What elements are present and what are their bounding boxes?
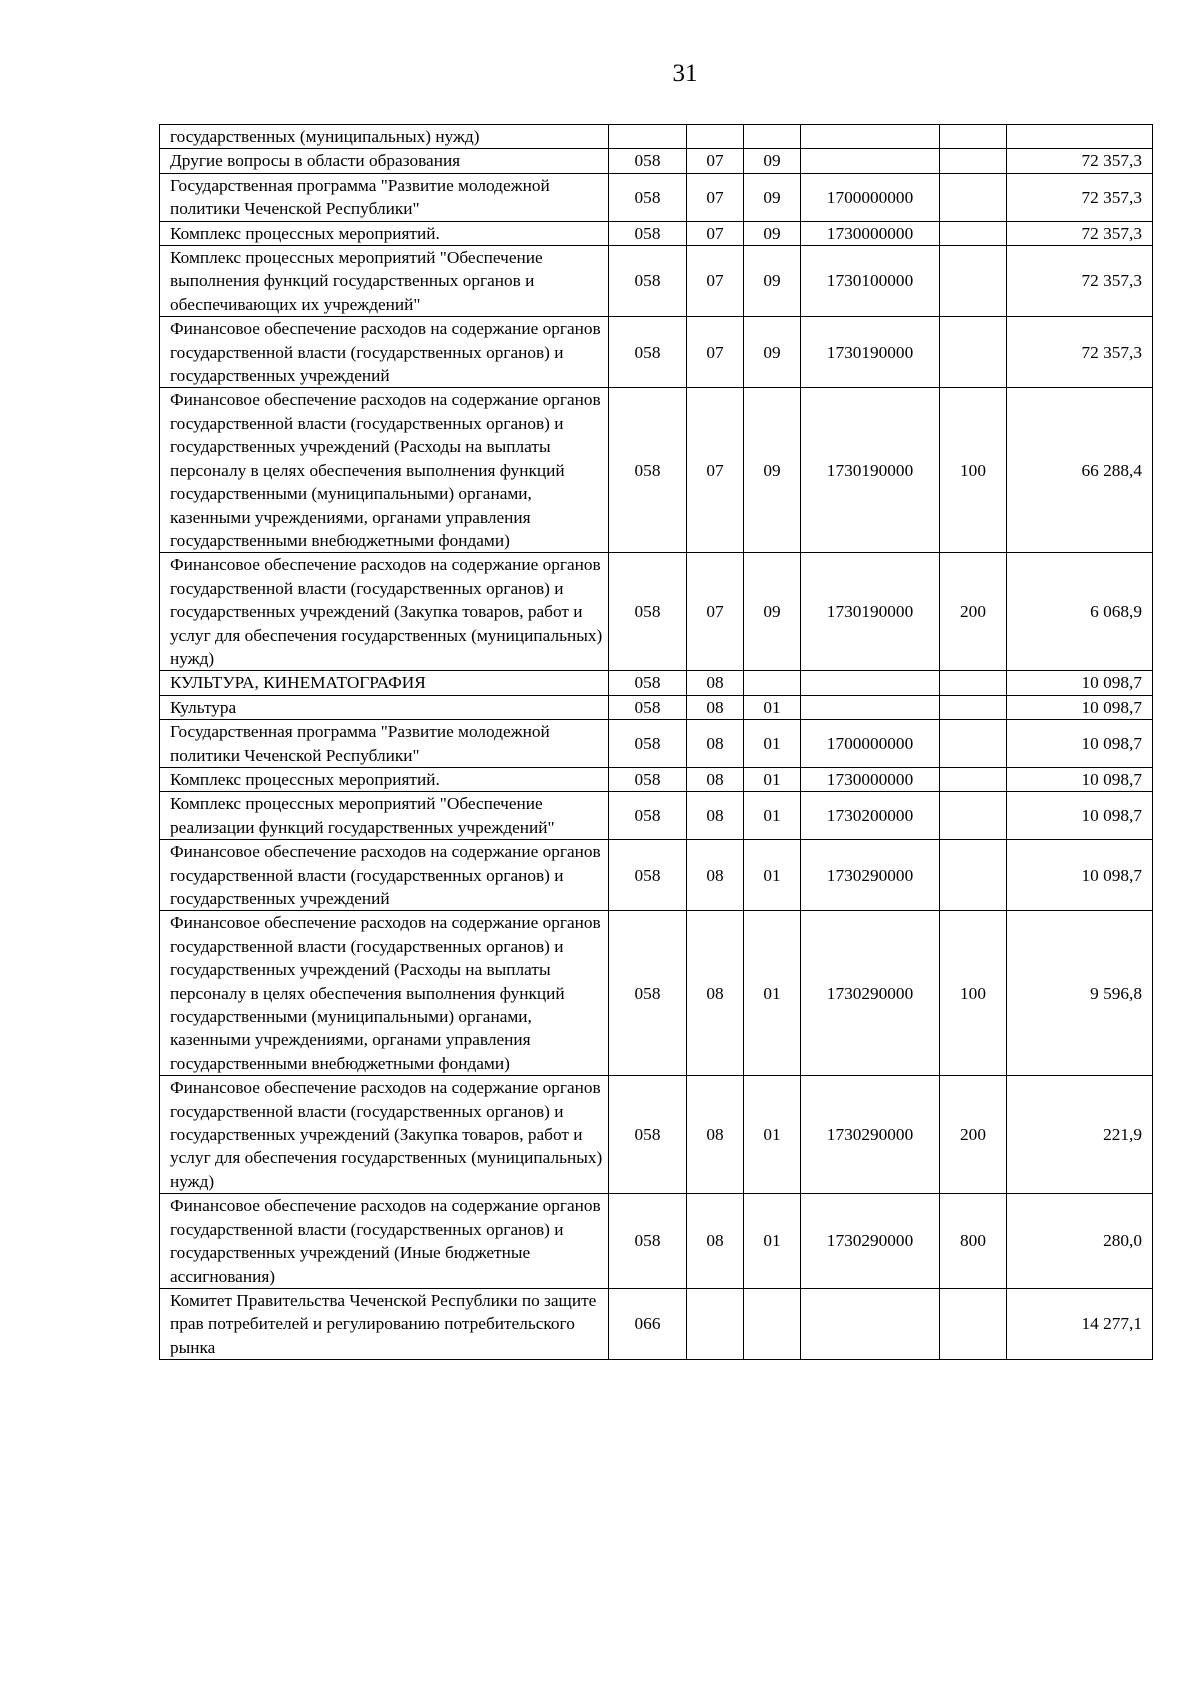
target-article-cell: 1730190000 [801, 317, 940, 388]
section-code-cell: 08 [687, 911, 744, 1076]
expense-type-cell: 100 [940, 388, 1007, 553]
row-name-cell: Финансовое обеспечение расходов на содержание органов государственной власти (государственных органов) и государственных учреждений (Закупка товаров, работ и услуг для обеспечения государственных (муниципальных) нужд) [160, 553, 609, 671]
row-name-cell: Комплекс процессных мероприятий. [160, 767, 609, 791]
section-code-cell: 08 [687, 1076, 744, 1194]
expense-type-cell: 100 [940, 911, 1007, 1076]
subsection-code-cell: 01 [744, 767, 801, 791]
amount-cell: 72 357,3 [1007, 221, 1153, 245]
amount-cell: 66 288,4 [1007, 388, 1153, 553]
ved-code-cell: 058 [609, 221, 687, 245]
subsection-code-cell: 09 [744, 173, 801, 221]
row-name-cell: Культура [160, 695, 609, 719]
row-name-cell: Финансовое обеспечение расходов на содержание органов государственной власти (государственных органов) и государственных учреждений [160, 840, 609, 911]
target-article-cell: 1730000000 [801, 767, 940, 791]
table-row [160, 553, 1153, 671]
amount-cell: 6 068,9 [1007, 553, 1153, 671]
amount-cell: 72 357,3 [1007, 149, 1153, 173]
section-code-cell: 08 [687, 695, 744, 719]
amount-cell [1007, 125, 1153, 149]
section-code-cell: 07 [687, 388, 744, 553]
target-article-cell: 1730290000 [801, 1194, 940, 1289]
expense-type-cell: 200 [940, 553, 1007, 671]
subsection-code-cell: 01 [744, 695, 801, 719]
page-number: 31 [672, 60, 698, 87]
row-name-cell: государственных (муниципальных) нужд) [160, 125, 609, 149]
section-code-cell: 08 [687, 767, 744, 791]
expense-type-cell [940, 840, 1007, 911]
target-article-cell: 1700000000 [801, 720, 940, 768]
expense-type-cell [940, 720, 1007, 768]
section-code-cell: 07 [687, 317, 744, 388]
expense-type-cell [940, 221, 1007, 245]
section-code-cell: 08 [687, 671, 744, 695]
amount-cell: 280,0 [1007, 1194, 1153, 1289]
row-name-cell: Финансовое обеспечение расходов на содержание органов государственной власти (государственных органов) и государственных учреждений (Иные бюджетные ассигнования) [160, 1194, 609, 1289]
amount-cell: 10 098,7 [1007, 720, 1153, 768]
section-code-cell: 07 [687, 553, 744, 671]
target-article-cell [801, 125, 940, 149]
target-article-cell: 1700000000 [801, 173, 940, 221]
expense-type-cell [940, 695, 1007, 719]
target-article-cell: 1730000000 [801, 221, 940, 245]
ved-code-cell: 058 [609, 720, 687, 768]
table-row [160, 221, 1153, 245]
table-row [160, 792, 1153, 840]
section-code-cell [687, 125, 744, 149]
section-code-cell: 08 [687, 720, 744, 768]
table-row [160, 671, 1153, 695]
target-article-cell [801, 1288, 940, 1359]
table-row [160, 388, 1153, 553]
table-row [160, 1076, 1153, 1194]
amount-cell: 10 098,7 [1007, 767, 1153, 791]
subsection-code-cell: 09 [744, 317, 801, 388]
amount-cell: 10 098,7 [1007, 671, 1153, 695]
ved-code-cell: 058 [609, 388, 687, 553]
ved-code-cell [609, 125, 687, 149]
table-row [160, 911, 1153, 1076]
subsection-code-cell: 01 [744, 720, 801, 768]
section-code-cell [687, 1288, 744, 1359]
table-body [160, 125, 1153, 1360]
section-code-cell: 08 [687, 840, 744, 911]
subsection-code-cell: 01 [744, 911, 801, 1076]
amount-cell: 10 098,7 [1007, 792, 1153, 840]
amount-cell: 10 098,7 [1007, 695, 1153, 719]
target-article-cell: 1730190000 [801, 553, 940, 671]
row-name-cell: Финансовое обеспечение расходов на содержание органов государственной власти (государственных органов) и государственных учреждений (Расходы на выплаты персоналу в целях обеспечения выполнения функций государственными (муниципальными) органами, казенными учреждениями, органами управления государственными внебюджетными фондами) [160, 911, 609, 1076]
section-code-cell: 08 [687, 1194, 744, 1289]
table-row [160, 149, 1153, 173]
expense-type-cell [940, 246, 1007, 317]
amount-cell: 72 357,3 [1007, 173, 1153, 221]
target-article-cell: 1730100000 [801, 246, 940, 317]
ved-code-cell: 058 [609, 246, 687, 317]
target-article-cell: 1730290000 [801, 840, 940, 911]
row-name-cell: Другие вопросы в области образования [160, 149, 609, 173]
ved-code-cell: 058 [609, 553, 687, 671]
amount-cell: 221,9 [1007, 1076, 1153, 1194]
expense-type-cell [940, 671, 1007, 695]
ved-code-cell: 058 [609, 317, 687, 388]
table-row [160, 840, 1153, 911]
section-code-cell: 07 [687, 246, 744, 317]
target-article-cell: 1730290000 [801, 911, 940, 1076]
row-name-cell: Финансовое обеспечение расходов на содержание органов государственной власти (государственных органов) и государственных учреждений [160, 317, 609, 388]
table-row [160, 767, 1153, 791]
subsection-code-cell [744, 1288, 801, 1359]
ved-code-cell: 058 [609, 1194, 687, 1289]
row-name-cell: Государственная программа "Развитие молодежной политики Чеченской Республики" [160, 720, 609, 768]
expense-type-cell: 200 [940, 1076, 1007, 1194]
amount-cell: 9 596,8 [1007, 911, 1153, 1076]
table-row [160, 1194, 1153, 1289]
expense-type-cell [940, 767, 1007, 791]
amount-cell: 14 277,1 [1007, 1288, 1153, 1359]
expense-type-cell [940, 173, 1007, 221]
expense-type-cell [940, 149, 1007, 173]
target-article-cell [801, 149, 940, 173]
budget-table [159, 124, 1153, 1360]
ved-code-cell: 058 [609, 149, 687, 173]
subsection-code-cell: 09 [744, 221, 801, 245]
target-article-cell [801, 695, 940, 719]
expense-type-cell [940, 317, 1007, 388]
subsection-code-cell: 01 [744, 840, 801, 911]
table-row [160, 720, 1153, 768]
row-name-cell: Комплекс процессных мероприятий. [160, 221, 609, 245]
row-name-cell: Комплекс процессных мероприятий "Обеспечение выполнения функций государственных органов и обеспечивающих их учреждений" [160, 246, 609, 317]
subsection-code-cell: 01 [744, 792, 801, 840]
section-code-cell: 08 [687, 792, 744, 840]
section-code-cell: 07 [687, 149, 744, 173]
subsection-code-cell: 09 [744, 388, 801, 553]
table-row [160, 317, 1153, 388]
subsection-code-cell: 09 [744, 149, 801, 173]
amount-cell: 72 357,3 [1007, 246, 1153, 317]
row-name-cell: Комитет Правительства Чеченской Республики по защите прав потребителей и регулированию потребительского рынка [160, 1288, 609, 1359]
ved-code-cell: 066 [609, 1288, 687, 1359]
target-article-cell [801, 671, 940, 695]
subsection-code-cell [744, 125, 801, 149]
ved-code-cell: 058 [609, 1076, 687, 1194]
ved-code-cell: 058 [609, 695, 687, 719]
ved-code-cell: 058 [609, 671, 687, 695]
ved-code-cell: 058 [609, 840, 687, 911]
ved-code-cell: 058 [609, 767, 687, 791]
target-article-cell: 1730200000 [801, 792, 940, 840]
row-name-cell: КУЛЬТУРА, КИНЕМАТОГРАФИЯ [160, 671, 609, 695]
subsection-code-cell: 01 [744, 1194, 801, 1289]
row-name-cell: Комплекс процессных мероприятий "Обеспечение реализации функций государственных учреждений" [160, 792, 609, 840]
ved-code-cell: 058 [609, 792, 687, 840]
table-row [160, 125, 1153, 149]
ved-code-cell: 058 [609, 173, 687, 221]
row-name-cell: Финансовое обеспечение расходов на содержание органов государственной власти (государственных органов) и государственных учреждений (Расходы на выплаты персоналу в целях обеспечения выполнения функций государственными (муниципальными) органами, казенными учреждениями, органами управления государственными внебюджетными фондами) [160, 388, 609, 553]
expense-type-cell [940, 125, 1007, 149]
amount-cell: 10 098,7 [1007, 840, 1153, 911]
target-article-cell: 1730290000 [801, 1076, 940, 1194]
subsection-code-cell [744, 671, 801, 695]
section-code-cell: 07 [687, 173, 744, 221]
row-name-cell: Финансовое обеспечение расходов на содержание органов государственной власти (государственных органов) и государственных учреждений (Закупка товаров, работ и услуг для обеспечения государственных (муниципальных) нужд) [160, 1076, 609, 1194]
expense-type-cell: 800 [940, 1194, 1007, 1289]
expense-type-cell [940, 792, 1007, 840]
section-code-cell: 07 [687, 221, 744, 245]
subsection-code-cell: 01 [744, 1076, 801, 1194]
ved-code-cell: 058 [609, 911, 687, 1076]
table-row [160, 1288, 1153, 1359]
table-row [160, 173, 1153, 221]
row-name-cell: Государственная программа "Развитие молодежной политики Чеченской Республики" [160, 173, 609, 221]
table-row [160, 695, 1153, 719]
subsection-code-cell: 09 [744, 246, 801, 317]
subsection-code-cell: 09 [744, 553, 801, 671]
table-row [160, 246, 1153, 317]
expense-type-cell [940, 1288, 1007, 1359]
amount-cell: 72 357,3 [1007, 317, 1153, 388]
target-article-cell: 1730190000 [801, 388, 940, 553]
